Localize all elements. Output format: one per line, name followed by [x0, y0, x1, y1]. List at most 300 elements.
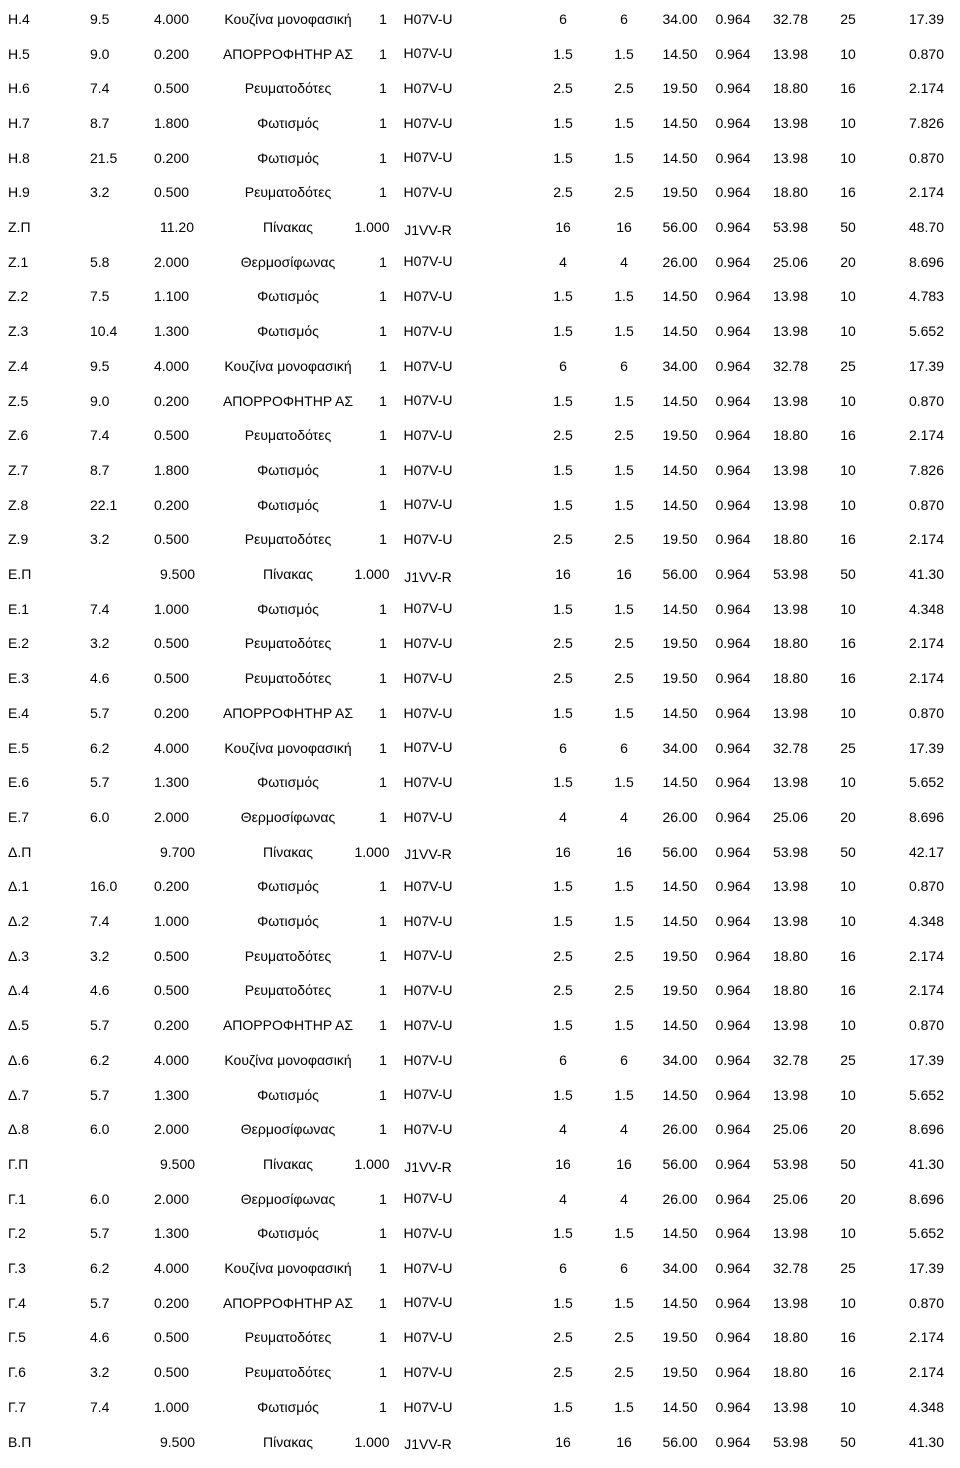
table-row	[0, 1321, 960, 1356]
table-row	[0, 1043, 960, 1078]
correction-factor: 0.964	[715, 1294, 751, 1311]
cross-section-calculated: 1.5	[553, 704, 573, 721]
fuse-rating: 50	[840, 843, 856, 860]
voltage-drop: 8.696	[908, 1121, 944, 1138]
circuit-id: Ζ.Π	[8, 219, 31, 236]
correction-factor: 0.964	[715, 1086, 751, 1103]
cross-section-selected: 1.5	[614, 600, 634, 617]
correction-factor: 0.964	[715, 219, 751, 236]
cable-length: 7.5	[90, 288, 110, 305]
fuse-rating: 16	[840, 670, 856, 687]
table-row	[0, 280, 960, 315]
quantity: 1	[379, 288, 387, 305]
current-capacity: 19.50	[662, 982, 698, 999]
circuit-id: Δ.7	[8, 1086, 30, 1103]
cable-type: J1VV-R	[404, 846, 452, 863]
table-row	[0, 939, 960, 974]
cross-section-selected: 6	[620, 739, 628, 756]
fuse-rating: 50	[840, 1155, 856, 1172]
fuse-rating: 16	[840, 531, 856, 548]
table-row	[0, 106, 960, 141]
cable-type: H07V-U	[403, 1016, 453, 1033]
quantity: 1	[379, 704, 387, 721]
correction-factor: 0.964	[715, 114, 751, 131]
cable-length: 6.2	[90, 1051, 110, 1068]
fuse-rating: 16	[840, 427, 856, 444]
current-capacity: 14.50	[662, 878, 698, 895]
cable-type: H07V-U	[403, 635, 453, 652]
cable-length: 9.5	[90, 10, 110, 27]
fuse-rating: 10	[840, 1294, 856, 1311]
cross-section-selected: 1.5	[614, 392, 634, 409]
corrected-current: 18.80	[772, 1329, 809, 1346]
fuse-rating: 10	[840, 704, 856, 721]
cross-section-selected: 1.5	[614, 496, 634, 513]
current-capacity: 26.00	[662, 1121, 698, 1138]
fuse-rating: 25	[840, 10, 856, 27]
corrected-current: 13.98	[772, 1225, 809, 1242]
correction-factor: 0.964	[715, 704, 751, 721]
table-row	[0, 314, 960, 349]
corrected-current: 13.98	[772, 704, 809, 721]
power-kw: 0.200	[154, 1294, 190, 1311]
circuit-description: Κουζίνα μονοφασική	[224, 357, 352, 374]
fuse-rating: 25	[840, 1051, 856, 1068]
cross-section-selected: 1.5	[614, 1398, 634, 1415]
fuse-rating: 10	[840, 323, 856, 340]
corrected-current: 18.80	[772, 531, 809, 548]
cable-type: H07V-U	[403, 357, 453, 374]
quantity: 1	[379, 427, 387, 444]
current-capacity: 19.50	[662, 427, 698, 444]
voltage-drop: 17.39	[908, 10, 944, 27]
cable-length: 6.2	[90, 739, 110, 756]
table-row	[0, 1182, 960, 1217]
power-kw: 1.300	[154, 774, 190, 791]
voltage-drop: 5.652	[908, 1086, 944, 1103]
current-capacity: 26.00	[662, 1190, 698, 1207]
voltage-drop: 0.870	[908, 392, 944, 409]
circuit-id: Ε.Π	[8, 566, 32, 583]
cross-section-calculated: 2.5	[553, 1329, 573, 1346]
voltage-drop: 41.30	[908, 1155, 944, 1172]
correction-factor: 0.964	[715, 1121, 751, 1138]
corrected-current: 13.98	[772, 1017, 809, 1034]
cross-section-calculated: 1.5	[553, 913, 573, 930]
corrected-current: 13.98	[772, 496, 809, 513]
cross-section-selected: 6	[620, 357, 628, 374]
circuit-description: Φωτισμός	[257, 913, 319, 930]
quantity: 1	[379, 982, 387, 999]
cable-type: H07V-U	[403, 253, 453, 270]
quantity: 1.000	[354, 219, 390, 236]
corrected-current: 13.98	[772, 288, 809, 305]
cross-section-calculated: 6	[559, 1051, 567, 1068]
circuit-id: Γ.4	[8, 1294, 26, 1311]
cross-section-selected: 1.5	[614, 878, 634, 895]
cable-type: H07V-U	[403, 808, 453, 825]
circuit-id: Γ.1	[8, 1190, 26, 1207]
correction-factor: 0.964	[715, 10, 751, 27]
circuit-description: Φωτισμός	[257, 496, 319, 513]
fuse-rating: 20	[840, 1190, 856, 1207]
cross-section-calculated: 2.5	[553, 670, 573, 687]
cross-section-calculated: 16	[555, 1433, 571, 1450]
circuit-id: Ζ.1	[8, 253, 29, 270]
cable-type: H07V-U	[403, 149, 453, 166]
circuit-description: Ρευματοδότες	[244, 1364, 332, 1381]
table-row	[0, 1147, 960, 1182]
correction-factor: 0.964	[715, 253, 751, 270]
cable-length: 9.700	[160, 843, 196, 860]
circuit-id: Ε.3	[8, 670, 30, 687]
table-row	[0, 627, 960, 662]
fuse-rating: 16	[840, 80, 856, 97]
cable-length: 4.6	[90, 670, 110, 687]
cable-length: 3.2	[90, 947, 110, 964]
power-kw: 4.000	[154, 1051, 190, 1068]
circuit-description: Φωτισμός	[257, 114, 319, 131]
correction-factor: 0.964	[715, 843, 751, 860]
voltage-drop: 5.652	[908, 323, 944, 340]
correction-factor: 0.964	[715, 670, 751, 687]
cable-type: H07V-U	[403, 982, 453, 999]
corrected-current: 18.80	[772, 635, 809, 652]
quantity: 1	[379, 808, 387, 825]
current-capacity: 34.00	[662, 1260, 698, 1277]
cross-section-selected: 2.5	[614, 1329, 634, 1346]
current-capacity: 14.50	[662, 1225, 698, 1242]
power-kw: 2.000	[154, 1190, 190, 1207]
fuse-rating: 16	[840, 982, 856, 999]
voltage-drop: 48.70	[908, 219, 944, 236]
current-capacity: 14.50	[662, 1086, 698, 1103]
cable-length: 4.6	[90, 982, 110, 999]
cross-section-calculated: 1.5	[553, 1225, 573, 1242]
voltage-drop: 4.348	[908, 1398, 944, 1415]
current-capacity: 56.00	[662, 1155, 698, 1172]
quantity: 1	[379, 1364, 387, 1381]
circuit-id: Ε.4	[8, 704, 30, 721]
corrected-current: 18.80	[772, 80, 809, 97]
cross-section-selected: 4	[620, 1121, 628, 1138]
cable-type: H07V-U	[403, 114, 453, 131]
table-row	[0, 974, 960, 1009]
voltage-drop: 4.348	[908, 913, 944, 930]
cable-type: H07V-U	[403, 426, 453, 443]
voltage-drop: 8.696	[908, 808, 944, 825]
table-row	[0, 835, 960, 870]
circuit-description: Ρευματοδότες	[244, 531, 332, 548]
corrected-current: 32.78	[772, 357, 809, 374]
table-row	[0, 210, 960, 245]
cross-section-selected: 2.5	[614, 184, 634, 201]
voltage-drop: 2.174	[908, 635, 944, 652]
fuse-rating: 16	[840, 1329, 856, 1346]
cross-section-selected: 1.5	[614, 1225, 634, 1242]
cable-type: H07V-U	[403, 600, 453, 617]
cross-section-calculated: 4	[559, 808, 567, 825]
cross-section-calculated: 2.5	[553, 635, 573, 652]
corrected-current: 53.98	[772, 1433, 809, 1450]
cable-type: H07V-U	[403, 912, 453, 929]
fuse-rating: 10	[840, 913, 856, 930]
circuit-description: Φωτισμός	[257, 288, 319, 305]
cross-section-selected: 16	[616, 219, 632, 236]
circuit-description: ΑΠΟΡΡΟΦΗΤΗΡ ΑΣ	[222, 1294, 354, 1311]
circuit-description: ΑΠΟΡΡΟΦΗΤΗΡ ΑΣ	[222, 1017, 354, 1034]
corrected-current: 18.80	[772, 670, 809, 687]
cross-section-selected: 1.5	[614, 774, 634, 791]
cross-section-selected: 2.5	[614, 1364, 634, 1381]
circuit-description: ΑΠΟΡΡΟΦΗΤΗΡ ΑΣ	[222, 45, 354, 62]
cable-type: H07V-U	[403, 496, 453, 513]
table-row	[0, 245, 960, 280]
circuit-id: Ζ.3	[8, 323, 29, 340]
corrected-current: 53.98	[772, 219, 809, 236]
voltage-drop: 0.870	[908, 149, 944, 166]
corrected-current: 25.06	[772, 808, 809, 825]
circuit-id: Γ.3	[8, 1260, 26, 1277]
correction-factor: 0.964	[715, 357, 751, 374]
table-row	[0, 870, 960, 905]
current-capacity: 14.50	[662, 288, 698, 305]
corrected-current: 18.80	[772, 427, 809, 444]
current-capacity: 26.00	[662, 808, 698, 825]
circuit-id: Δ.2	[8, 913, 30, 930]
circuit-description: Ρευματοδότες	[244, 982, 332, 999]
circuit-id: Η.7	[8, 114, 30, 131]
voltage-drop: 7.826	[908, 114, 944, 131]
fuse-rating: 25	[840, 1260, 856, 1277]
circuit-id: Ε.6	[8, 774, 30, 791]
power-kw: 0.500	[154, 947, 190, 964]
table-row	[0, 176, 960, 211]
fuse-rating: 10	[840, 288, 856, 305]
corrected-current: 32.78	[772, 1260, 809, 1277]
corrected-current: 25.06	[772, 1121, 809, 1138]
cross-section-selected: 16	[616, 1433, 632, 1450]
power-kw: 0.500	[154, 635, 190, 652]
quantity: 1	[379, 1121, 387, 1138]
power-kw: 4.000	[154, 10, 190, 27]
voltage-drop: 17.39	[908, 1260, 944, 1277]
voltage-drop: 2.174	[908, 947, 944, 964]
cross-section-calculated: 1.5	[553, 1017, 573, 1034]
cable-length: 22.1	[90, 496, 118, 513]
circuit-id: Ζ.8	[8, 496, 29, 513]
voltage-drop: 17.39	[908, 357, 944, 374]
corrected-current: 13.98	[772, 1294, 809, 1311]
circuit-id: Ε.2	[8, 635, 30, 652]
fuse-rating: 25	[840, 739, 856, 756]
cable-type: H07V-U	[403, 288, 453, 305]
circuit-id: Γ.Π	[8, 1155, 29, 1172]
voltage-drop: 41.30	[908, 566, 944, 583]
quantity: 1	[379, 1294, 387, 1311]
correction-factor: 0.964	[715, 45, 751, 62]
cable-type: H07V-U	[403, 773, 453, 790]
circuit-description: Κουζίνα μονοφασική	[224, 10, 352, 27]
cross-section-selected: 1.5	[614, 461, 634, 478]
cable-length: 3.2	[90, 531, 110, 548]
cross-section-calculated: 1.5	[553, 774, 573, 791]
circuit-id: Ζ.6	[8, 427, 29, 444]
voltage-drop: 2.174	[908, 80, 944, 97]
circuit-id: Η.9	[8, 184, 30, 201]
cross-section-selected: 1.5	[614, 1294, 634, 1311]
fuse-rating: 16	[840, 1364, 856, 1381]
corrected-current: 13.98	[772, 913, 809, 930]
circuit-description: Ρευματοδότες	[244, 1329, 332, 1346]
voltage-drop: 2.174	[908, 1364, 944, 1381]
cable-length: 10.4	[90, 323, 118, 340]
correction-factor: 0.964	[715, 149, 751, 166]
cable-type: H07V-U	[403, 669, 453, 686]
cross-section-calculated: 1.5	[553, 878, 573, 895]
current-capacity: 19.50	[662, 1364, 698, 1381]
circuit-description: Πίνακας	[263, 843, 313, 860]
quantity: 1	[379, 253, 387, 270]
cable-length: 9.0	[90, 392, 110, 409]
current-capacity: 14.50	[662, 1294, 698, 1311]
power-kw: 0.500	[154, 670, 190, 687]
voltage-drop: 8.696	[908, 253, 944, 270]
quantity: 1	[379, 635, 387, 652]
power-kw: 1.100	[154, 288, 190, 305]
corrected-current: 13.98	[772, 323, 809, 340]
fuse-rating: 16	[840, 947, 856, 964]
current-capacity: 34.00	[662, 10, 698, 27]
fuse-rating: 50	[840, 566, 856, 583]
current-capacity: 34.00	[662, 357, 698, 374]
cross-section-calculated: 2.5	[553, 1364, 573, 1381]
correction-factor: 0.964	[715, 1398, 751, 1415]
quantity: 1	[379, 80, 387, 97]
corrected-current: 18.80	[772, 947, 809, 964]
cross-section-calculated: 4	[559, 1121, 567, 1138]
cross-section-calculated: 16	[555, 843, 571, 860]
cable-length: 9.500	[160, 1433, 196, 1450]
power-kw: 0.200	[154, 704, 190, 721]
cross-section-selected: 1.5	[614, 45, 634, 62]
circuit-description: Θερμοσίφωνας	[240, 1121, 336, 1138]
current-capacity: 19.50	[662, 947, 698, 964]
current-capacity: 56.00	[662, 219, 698, 236]
quantity: 1	[379, 357, 387, 374]
power-kw: 2.000	[154, 253, 190, 270]
quantity: 1	[379, 947, 387, 964]
current-capacity: 34.00	[662, 1051, 698, 1068]
table-row	[0, 1390, 960, 1425]
correction-factor: 0.964	[715, 1155, 751, 1172]
cross-section-selected: 1.5	[614, 114, 634, 131]
voltage-drop: 5.652	[908, 774, 944, 791]
table-row	[0, 141, 960, 176]
cable-type: H07V-U	[403, 531, 453, 547]
cross-section-selected: 2.5	[614, 947, 634, 964]
circuit-description: Θερμοσίφωνας	[240, 253, 336, 270]
circuit-id: Η.8	[8, 149, 30, 166]
cable-type: J1VV-R	[404, 568, 452, 585]
voltage-drop: 7.826	[908, 461, 944, 478]
voltage-drop: 2.174	[908, 1329, 944, 1346]
circuit-id: Δ.6	[8, 1051, 30, 1068]
correction-factor: 0.964	[715, 982, 751, 999]
power-kw: 0.500	[154, 184, 190, 201]
current-capacity: 14.50	[662, 496, 698, 513]
voltage-drop: 2.174	[908, 427, 944, 444]
correction-factor: 0.964	[715, 1260, 751, 1277]
cable-length: 9.500	[160, 1155, 196, 1172]
quantity: 1	[379, 114, 387, 131]
circuit-description: Ρευματοδότες	[244, 635, 332, 652]
cable-type: H07V-U	[403, 704, 453, 721]
cable-type: J1VV-R	[404, 221, 452, 238]
power-kw: 1.000	[154, 1398, 190, 1415]
cross-section-selected: 2.5	[614, 670, 634, 687]
current-capacity: 14.50	[662, 323, 698, 340]
circuit-description: Φωτισμός	[257, 1086, 319, 1103]
circuit-id: Γ.6	[8, 1364, 26, 1381]
cross-section-selected: 1.5	[614, 323, 634, 340]
circuit-description: Ρευματοδότες	[244, 80, 332, 97]
cross-section-calculated: 6	[559, 357, 567, 374]
fuse-rating: 50	[840, 219, 856, 236]
fuse-rating: 10	[840, 392, 856, 409]
quantity: 1	[379, 1086, 387, 1103]
fuse-rating: 10	[840, 774, 856, 791]
cable-type: H07V-U	[403, 392, 453, 409]
cross-section-calculated: 1.5	[553, 1398, 573, 1415]
table-row	[0, 1425, 960, 1460]
circuit-id: Ζ.5	[8, 392, 29, 409]
cable-length: 5.7	[90, 704, 110, 721]
cross-section-selected: 1.5	[614, 704, 634, 721]
power-kw: 0.500	[154, 427, 190, 444]
table-row	[0, 904, 960, 939]
current-capacity: 19.50	[662, 635, 698, 652]
quantity: 1	[379, 392, 387, 409]
current-capacity: 14.50	[662, 600, 698, 617]
circuit-description: Ρευματοδότες	[244, 427, 332, 444]
voltage-drop: 42.17	[908, 843, 944, 860]
correction-factor: 0.964	[715, 1051, 751, 1068]
correction-factor: 0.964	[715, 1433, 751, 1450]
quantity: 1	[379, 323, 387, 340]
circuit-id: Γ.5	[8, 1329, 26, 1346]
cross-section-selected: 6	[620, 1051, 628, 1068]
current-capacity: 14.50	[662, 392, 698, 409]
correction-factor: 0.964	[715, 600, 751, 617]
quantity: 1	[379, 1329, 387, 1346]
current-capacity: 14.50	[662, 114, 698, 131]
table-row	[0, 800, 960, 835]
cross-section-calculated: 6	[559, 10, 567, 27]
circuit-id: Δ.5	[8, 1017, 30, 1034]
cable-type: H07V-U	[403, 79, 453, 96]
cable-type: H07V-U	[403, 10, 453, 27]
cable-type: H07V-U	[403, 1051, 453, 1068]
corrected-current: 32.78	[772, 10, 809, 27]
cross-section-selected: 1.5	[614, 1086, 634, 1103]
correction-factor: 0.964	[715, 739, 751, 756]
cable-length: 6.0	[90, 1190, 110, 1207]
circuit-id: Η.4	[8, 10, 30, 27]
correction-factor: 0.964	[715, 566, 751, 583]
voltage-drop: 2.174	[908, 531, 944, 548]
cross-section-selected: 1.5	[614, 149, 634, 166]
